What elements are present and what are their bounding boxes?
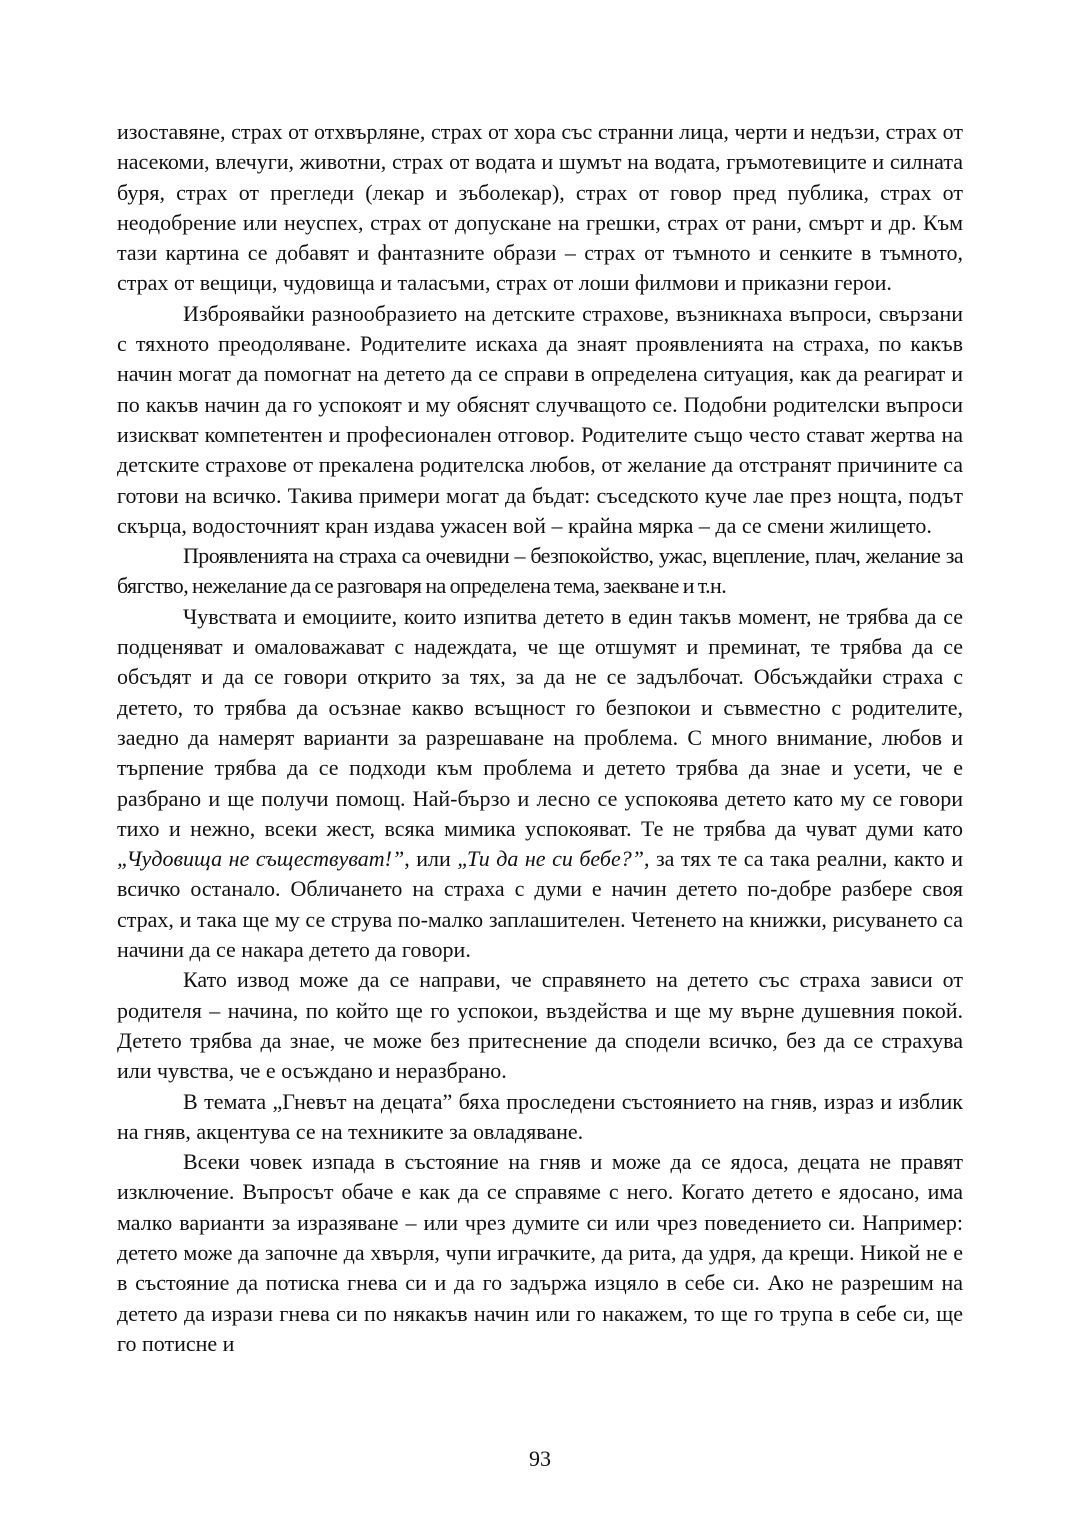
quote-monsters: „Чудовища не съществуват!” <box>117 846 405 872</box>
paragraph-parent-questions: Изброявайки разнообразието на детските страхове, възникнаха въпроси, свързани с тяхното преодоляване. Родителите искаха да знаят проявленията на страха, по какъв начин могат да помогнат на детето да се справи в определена ситуация, как да реагират и по какъв начин да го успокоят и му обяснят случващото се. Подобни родителски въпроси изискват компетентен и професионален отговор. Родителите също често стават жертва на детските страхове от прекалена родителска любов, от желание да отстранят причините са готови на всичко. Такива примери могат да бъдат: съседското куче лае през нощта, подът скърца, водосточният кран издава ужасен вой – крайна мярка – да се смени жилището. <box>117 300 963 538</box>
paragraph-text-segment: , или <box>404 846 458 872</box>
paragraph-text-segment: Чувствата и емоциите, които изпитва детето в един такъв момент, не трябва да се подценяват и омаловажават с надеждата, че ще отшумят и преминат, те трябва да се обсъдят и да се говори открито за тях, за да не се задълбочат. Обсъждайки страха с детето, то трябва да осъзнае какво всъщност го безпокои и съвместно с родителите, заедно да намерят варианти за разрешаване на проблема. С много внимание, любов и търпение трябва да се подходи към проблема и детето трябва да знае и усети, че е разбрано и ще получи помощ. Най-бързо и лесно се успокоява детето като му се говори тихо и нежно, всеки жест, всяка мимика успокояват. Те не трябва да чуват думи като <box>117 603 963 841</box>
paragraph-conclusion: Като извод може да се направи, че справянето на детето със страха зависи от родителя – начина, по който ще го успокои, въздейства и ще му върне душевния покой. Детето трябва да знае, че може без притеснение да сподели всичко, без да се страхува или чувства, че е осъждано и неразбрано. <box>117 967 963 1084</box>
paragraph-text-segment: , за тях те са така реални, както и всичко останало. Обличането на страха с думи е начин детето по-добре разбере своя страх, и така ще му се струва по-малко заплашителен. Четенето на книжки, рисуването са начини да се накара детето да говори. <box>117 846 963 963</box>
page-number: 93 <box>529 1446 551 1471</box>
quote-baby: „Ти да не си бебе?” <box>457 846 644 872</box>
paragraph-feelings-emotions <box>117 602 963 966</box>
paragraph-anger-details: Всеки човек изпада в състояние на гняв и може да се ядоса, децата не правят изключение. Въпросът обаче е как да се справяме с него. Когато детето е ядосано, има малко варианти за изразяване – или чрез думите си или чрез поведението си. Например: детето може да започне да хвърля, чупи играчките, да рита, да удря, да крещи. Никой не е в състояние да потиска гнева си и да го задържа изцяло в себе си. Ако не разрешим на детето да изрази гнева си по някакъв начин или го накажем, то ще го трупа в себе си, ще го потисне и <box>117 1149 963 1356</box>
paragraph-fears-list: изоставяне, страх от отхвърляне, страх от хора със странни лица, черти и недъзи, страх от насекоми, влечуги, животни, страх от водата и шумът на водата, гръмотевиците и силната буря, страх от прегледи (лекар и зъболекар), страх от говор пред публика, страх от неодобрение или неуспех, страх от допускане на грешки, страх от рани, смърт и др. Към тази картина се добавят и фантазните образи – страх от тъмното и сенките в тъмното, страх от вещици, чудовища и таласъми, страх от лоши филмови и приказни герои. <box>117 119 963 296</box>
page-body <box>117 117 963 1359</box>
paragraph-fear-manifestations: Проявленията на страха са очевидни – безпокойство, ужас, вцепление, плач, желание за бягство, нежелание да се разговаря на определена тема, заекване и т.н. <box>117 543 963 599</box>
paragraph-anger-topic: В темата „Гневът на децата” бяха проследени състоянието на гняв, израз и изблик на гняв, акцентува се на техниките за овладяване. <box>117 1088 963 1144</box>
